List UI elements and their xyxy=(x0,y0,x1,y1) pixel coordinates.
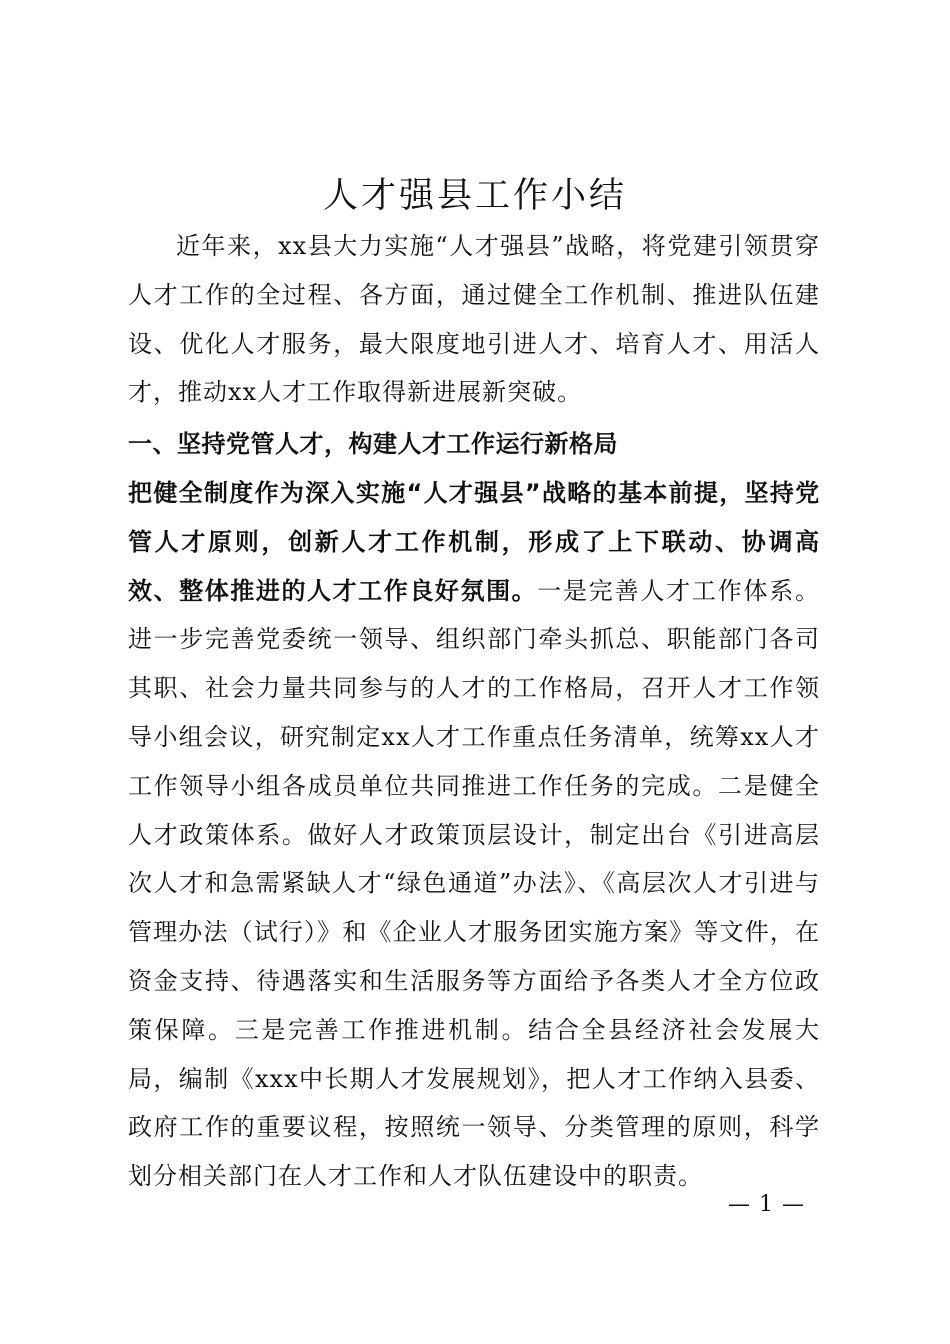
document-body xyxy=(128,222,820,1201)
section-paragraph xyxy=(128,469,820,1201)
section-heading: 一、坚持党管人才，构建人才工作运行新格局 xyxy=(128,430,618,459)
document-title: 人才强县工作小结 xyxy=(322,176,627,216)
page-number: — 1 — xyxy=(728,1192,805,1217)
section-lead-sentence: 把健全制度作为深入实施“人才强县”战略的基本前提，坚持党管人才原则，创新人才工作机制，形成了上下联动、协调高效、整体推进的人才工作良好氛围。 xyxy=(128,478,820,605)
section-body-text: 一是完善人才工作体系。进一步完善党委统一领导、组织部门牵头抓总、职能部门各司其职、社会力量共同参与的人才的工作格局，召开人才工作领导小组会议，研究制定xx人才工作重点任务清单，统筹xx人才工作领导小组各成员单位共同推进工作任务的完成。二是健全人才政策体系。做好人才政策顶层设计，制定出台《引进高层次人才和急需紧缺人才“绿色通道”办法》、《高层次人才引进与管理办法（试行）》和《企业人才服务团实施方案》等文件，在资金支持、待遇落实和生活服务等方面给予各类人才全方位政策保障。三是完善工作推进机制。结合全县经济社会发展大局，编制《xxx中长期人才发展规划》，把人才工作纳入县委、政府工作的重要议程，按照统一领导、分类管理的原则，科学划分相关部门在人才工作和人才队伍建设中的职责。 xyxy=(128,576,820,1191)
intro-paragraph: 近年来，xx县大力实施“人才强县”战略，将党建引领贯穿人才工作的全过程、各方面，通过健全工作机制、推进队伍建设、优化人才服务，最大限度地引进人才、培育人才、用活人才，推动xx人才工作取得新进展新突破。 xyxy=(128,232,820,407)
